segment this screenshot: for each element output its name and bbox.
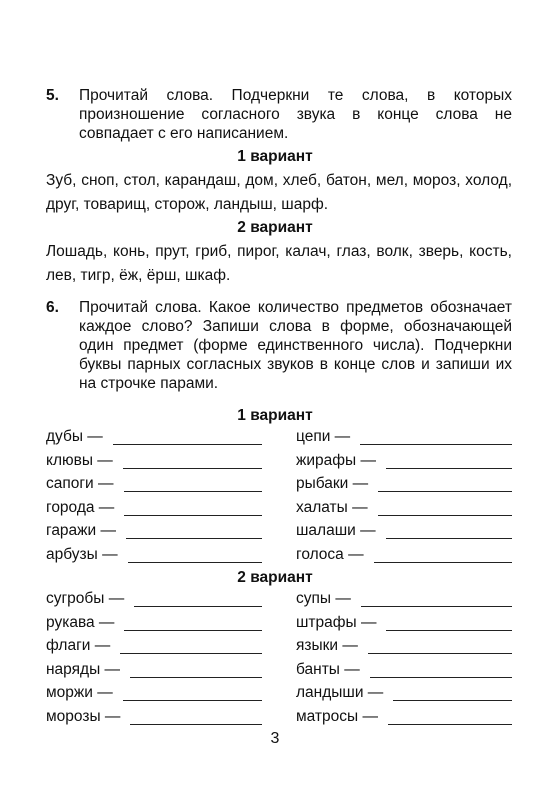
answer-row-left <box>46 590 262 610</box>
answer-blank-line[interactable] <box>370 677 512 678</box>
page-number: 3 <box>270 730 280 747</box>
task-5-variant-2-title: 2 вариант <box>237 219 313 236</box>
word-label: дубы — <box>46 428 103 445</box>
answer-row-right <box>296 590 512 610</box>
answer-blank-line[interactable] <box>124 491 262 492</box>
answer-blank-line[interactable] <box>368 653 512 654</box>
answer-blank-line[interactable] <box>128 562 262 563</box>
word-label: шалаши — <box>296 522 376 539</box>
answer-row-right <box>296 475 512 495</box>
answer-row-right <box>296 499 512 519</box>
word-label: сапоги — <box>46 475 114 492</box>
answer-blank-line[interactable] <box>126 538 262 539</box>
answer-blank-line[interactable] <box>124 515 262 516</box>
answer-row-left <box>46 614 262 634</box>
task-5-variant-1-words: Зуб, сноп, стол, карандаш, дом, хлеб, батон, мел, мороз, холод, друг, товарищ, сторож, ландыш, шарф. <box>46 172 512 213</box>
task-5-variant-1-title: 1 вариант <box>237 148 313 165</box>
word-label: цепи — <box>296 428 351 445</box>
task-6-variant-2-title: 2 вариант <box>237 569 313 586</box>
word-label: языки — <box>296 637 358 654</box>
word-label: сугробы — <box>46 590 125 607</box>
word-label: гаражи — <box>46 522 117 539</box>
answer-blank-line[interactable] <box>378 515 512 516</box>
answer-blank-line[interactable] <box>386 538 512 539</box>
answer-row-right <box>296 522 512 542</box>
answer-row-right <box>296 661 512 681</box>
answer-blank-line[interactable] <box>113 444 262 445</box>
task-5-number: 5. <box>46 87 59 104</box>
answer-blank-line[interactable] <box>120 653 262 654</box>
answer-row-right <box>296 428 512 448</box>
answer-blank-line[interactable] <box>386 630 512 631</box>
answer-row-left <box>46 452 262 472</box>
answer-row-right <box>296 614 512 634</box>
answer-row-right <box>296 546 512 566</box>
word-label: морозы — <box>46 707 121 725</box>
word-label: арбузы — <box>46 545 118 563</box>
answer-row-left <box>46 684 262 704</box>
word-label: наряды — <box>46 660 121 678</box>
task-5 <box>46 86 512 143</box>
answer-blank-line[interactable] <box>123 468 262 469</box>
answer-blank-line[interactable] <box>124 630 262 631</box>
answer-blank-line[interactable] <box>361 606 512 607</box>
answer-row-left <box>46 546 262 566</box>
answer-blank-line[interactable] <box>388 724 512 725</box>
answer-row-left <box>46 499 262 519</box>
word-label: банты — <box>296 660 360 678</box>
answer-row-left <box>46 661 262 681</box>
answer-row-right <box>296 684 512 704</box>
task-6-instruction: Прочитай слова. Какое количество предметов обозначает каждое слово? Запиши слова в форме, обозначающей один предмет (форме единственного числа). Подчеркни буквы парных согласных звуков в конце слов и запиши их на строчке парами. <box>79 299 512 392</box>
word-label: штрафы — <box>296 613 377 631</box>
word-label: жирафы — <box>296 451 376 469</box>
word-label: моржи — <box>46 684 113 701</box>
answer-blank-line[interactable] <box>378 491 512 492</box>
word-label: города — <box>46 498 115 516</box>
answer-row-left <box>46 475 262 495</box>
answer-blank-line[interactable] <box>130 677 262 678</box>
word-label: флаги — <box>46 637 111 654</box>
word-label: халаты — <box>296 498 368 516</box>
answer-blank-line[interactable] <box>130 724 262 725</box>
answer-blank-line[interactable] <box>360 444 512 445</box>
answer-row-left <box>46 708 262 728</box>
answer-row-right <box>296 708 512 728</box>
answer-blank-line[interactable] <box>386 468 512 469</box>
word-label: рыбаки — <box>296 475 369 492</box>
word-label: матросы — <box>296 707 378 725</box>
task-5-variant-2-words: Лошадь, конь, прут, гриб, пирог, калач, глаз, волк, зверь, кость, лев, тигр, ёж, ёрш, шкаф. <box>46 243 512 284</box>
answer-blank-line[interactable] <box>393 700 512 701</box>
answer-blank-line[interactable] <box>134 606 262 607</box>
task-6 <box>46 298 512 393</box>
word-label: рукава — <box>46 613 115 631</box>
answer-blank-line[interactable] <box>123 700 262 701</box>
task-5-instruction: Прочитай слова. Подчеркни те слова, в которых произношение согласного звука в конце слова не совпадает с его написанием. <box>79 87 512 142</box>
answer-row-left <box>46 428 262 448</box>
answer-row-right <box>296 637 512 657</box>
task-6-variant-1-title: 1 вариант <box>237 407 313 424</box>
word-label: голоса — <box>296 545 364 563</box>
word-label: клювы — <box>46 451 113 469</box>
word-label: супы — <box>296 590 351 607</box>
answer-row-right <box>296 452 512 472</box>
word-label: ландыши — <box>296 684 384 701</box>
answer-blank-line[interactable] <box>374 562 512 563</box>
task-6-number: 6. <box>46 299 59 316</box>
answer-row-left <box>46 637 262 657</box>
answer-row-left <box>46 522 262 542</box>
